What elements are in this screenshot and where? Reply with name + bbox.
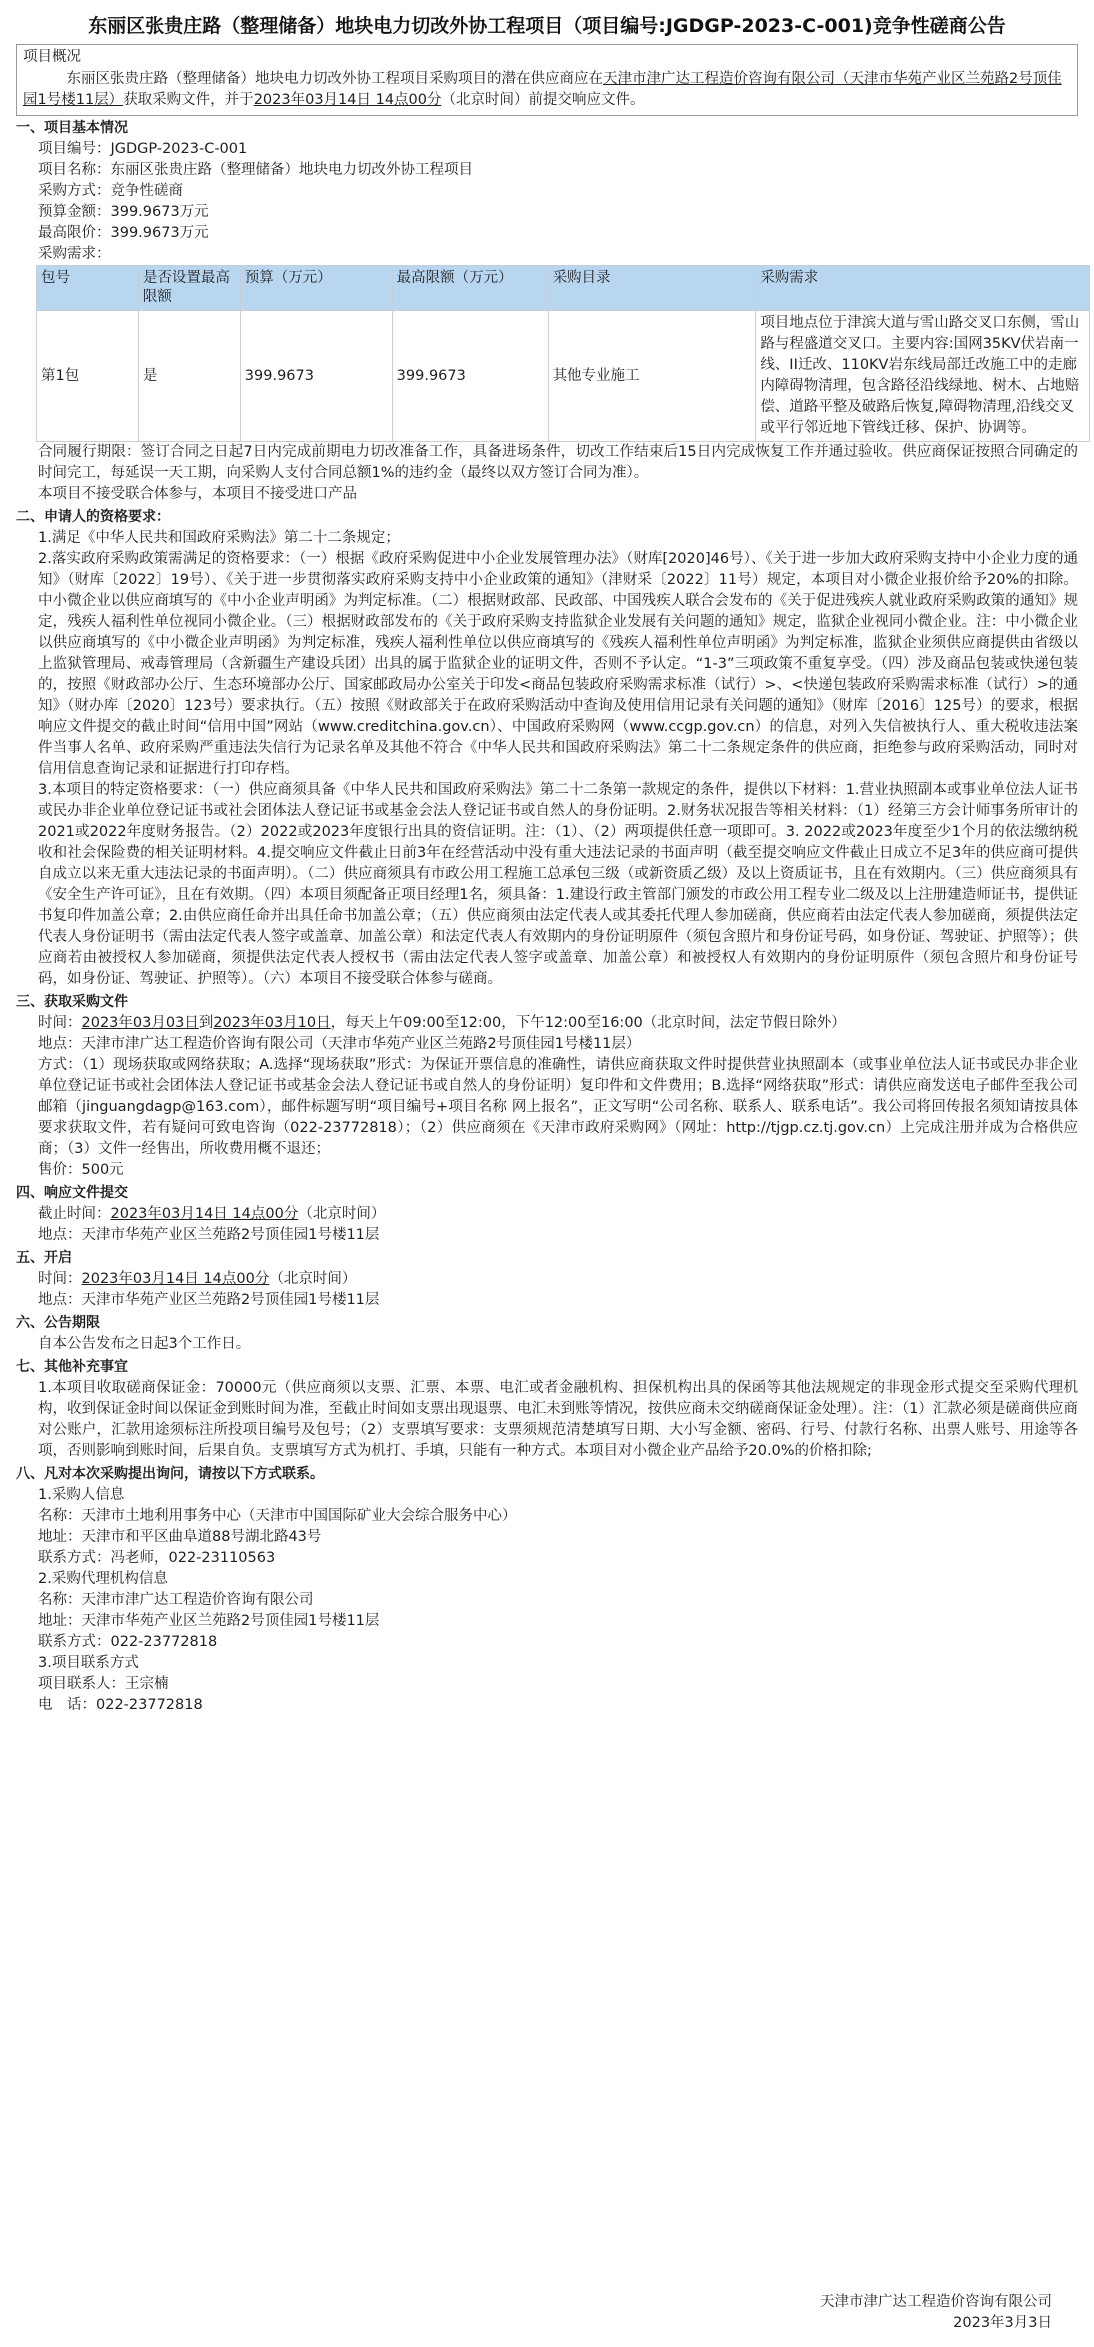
table-header: 包号 [37, 266, 139, 311]
section-qualifications [16, 507, 1078, 990]
opening-time-value: 2023年03月14日 14点00分 [81, 1271, 270, 1287]
deadline-value: 2023年03月14日 14点00分 [110, 1206, 299, 1222]
obtain-time [16, 1013, 1078, 1034]
submission-place: 地点：天津市华苑产业区兰苑路2号顶佳园1号楼11层 [38, 1227, 380, 1243]
project-contact-person: 项目联系人：王宗楠 [38, 1676, 169, 1692]
section-obtain-documents [16, 992, 1078, 1181]
table-cell: 399.9673 [240, 311, 392, 442]
table-header-row [37, 266, 1090, 311]
agent-name: 名称：天津市津广达工程造价咨询有限公司 [38, 1592, 314, 1608]
overview-deadline: 2023年03月14日 14点00分 [253, 92, 442, 108]
project-name: 项目名称：东丽区张贵庄路（整理储备）地块电力切改外协工程项目 [38, 162, 473, 178]
table-cell: 399.9673 [392, 311, 548, 442]
qualification-2: 2.落实政府采购政策需满足的资格要求：（一）根据《政府采购促进中小企业发展管理办法》（财库[2020]46号）、《关于进一步加大政府采购支持中小企业力度的通知》（财库〔2022〕19号）、《关于进一步贯彻落实政府采购支持中小企业政策的通知》（津财采〔2022〕11号）规定，本项目对小微企业报价给予20%的扣除。中小微企业以供应商填写的《中小企业声明函》为判定标准。（二）根据财政部、民政部、中国残疾人联合会发布的《关于促进残疾人就业政府采购政策的通知》规定，残疾人福利性单位视同小微企业。（三）根据财政部发布的《关于政府采购支持监狱企业发展有关问题的通知》规定，监狱企业视同小微企业。注：中小微企业以供应商填写的《中小微企业声明函》为判定标准，残疾人福利性单位以供应商填写的《残疾人福利性单位声明函》为判定标准，监狱企业须供应商提供由省级以上监狱管理局、戒毒管理局（含新疆生产建设兵团）出具的属于监狱企业的证明文件，否则不予认定。“1-3”三项政策不重复享受。（四）涉及商品包装或快递包装的，按照《财政部办公厅、生态环境部办公厅、国家邮政局办公室关于印发<商品包装政府采购需求标准（试行）>、<快递包装政府采购需求标准（试行）>的通知》（财办库〔2020〕123号）要求执行。（五）按照《财政部关于在政府采购活动中查询及使用信用记录有关问题的通知》（财库〔2016〕125号）的要求，根据响应文件提交的截止时间“信用中国”网站（www.creditchina.gov.cn）、中国政府采购网（www.ccgp.gov.cn）的信息，对列入失信被执行人、重大税收违法案件当事人名单、政府采购严重违法失信行为记录名单及其他不符合《中华人民共和国政府采购法》第二十二条规定条件的供应商，拒绝参与政府采购活动，同时对信用信息查询记录和证据进行打印存档。 [38, 551, 1079, 777]
section-heading: 六、公告期限 [16, 1315, 100, 1331]
section-heading: 五、开启 [16, 1250, 72, 1266]
label: 截止时间： [38, 1206, 111, 1222]
agent-title: 2.采购代理机构信息 [38, 1571, 168, 1587]
section-heading: 一、项目基本情况 [16, 120, 128, 136]
table-cell: 项目地点位于津滨大道与雪山路交叉口东侧，雪山路与程盛道交叉口。主要内容:国网35KV伏岩南一线、II迁改、110KV岩东线局部迁改施工中的走廊内障碍物清理，包含路径沿线绿地、树木、占地赔偿、道路平整及破路后恢复,障碍物清理,沿线交叉或平行邻近地下管线迁移、保护、协调等。 [756, 311, 1090, 442]
timezone: （北京时间） [269, 1271, 357, 1287]
buyer-title: 1.采购人信息 [38, 1487, 125, 1503]
section-opening [16, 1248, 1078, 1311]
consortium-note: 本项目不接受联合体参与，本项目不接受进口产品 [38, 486, 357, 502]
project-overview-box [16, 44, 1078, 116]
section-notice-period [16, 1313, 1078, 1355]
label: 到 [198, 1015, 214, 1031]
section-heading: 三、获取采购文件 [16, 994, 128, 1010]
obtain-end-date: 2023年03月10日 [213, 1015, 331, 1031]
table-header: 是否设置最高限额 [138, 266, 240, 311]
overview-text-part: （北京时间）前提交响应文件。 [441, 92, 645, 108]
section-other-matters [16, 1357, 1078, 1462]
overview-text [23, 69, 1071, 111]
section-heading: 二、申请人的资格要求： [16, 509, 170, 525]
budget-amount: 预算金额：399.9673万元 [38, 204, 209, 220]
table-header: 最高限额（万元） [392, 266, 548, 311]
table-row [37, 311, 1090, 442]
section-heading: 四、响应文件提交 [16, 1185, 128, 1201]
overview-text-part: 东丽区张贵庄路（整理储备）地块电力切改外协工程项目采购项目的潜在供应商应在 [66, 71, 603, 87]
project-contact-phone: 电 话：022-23772818 [38, 1697, 203, 1713]
contract-period: 合同履行期限：签订合同之日起7日内完成前期电力切改准备工作，具备进场条件，切改工作结束后15日内完成恢复工作并通过验收。供应商保证按照合同确定的时间完工，每延误一天工期，向采购人支付合同总额1%的违约金（最终以双方签订合同为准）。 [38, 444, 1078, 481]
section-submission [16, 1183, 1078, 1246]
max-price: 最高限价：399.9673万元 [38, 225, 209, 241]
table-cell: 是 [138, 311, 240, 442]
obtain-place: 地点：天津市津广达工程造价咨询有限公司（天津市华苑产业区兰苑路2号顶佳园1号楼11层） [38, 1036, 641, 1052]
requirement-label: 采购需求： [38, 246, 111, 262]
requirement-table [36, 265, 1090, 442]
qualification-3: 3.本项目的特定资格要求：（一）供应商须具备《中华人民共和国政府采购法》第二十二条第一款规定的条件，提供以下材料：1.营业执照副本或事业单位法人证书或民办非企业单位登记证书或社会团体法人登记证书或基金会法人登记证书或自然人的身份证明。2.财务状况报告等相关材料：（1）经第三方会计师事务所审计的2021或2022年度财务报告。（2）2022或2023年度银行出具的资信证明。注：（1）、（2）两项提供任意一项即可。3. 2022或2023年度至少1个月的依法缴纳税收和社会保险费的相关证明材料。4.提交响应文件截止日前3年在经营活动中没有重大违法记录的书面声明（截至提交响应文件截止日成立不足3年的供应商可提供自成立以来无重大违法记录的书面声明）。（二）供应商须具有市政公用工程施工总承包三级（或新资质乙级）及以上资质证书，且在有效期内。（三）供应商须具有《安全生产许可证》，且在有效期。（四）本项目须配备正项目经理1名，须具备：1.建设行政主管部门颁发的市政公用工程专业二级及以上注册建造师证书，提供证书复印件加盖公章；2.由供应商任命并出具任命书加盖公章；（五）供应商须由法定代表人或其委托代理人参加磋商，供应商若由法定代表人参加磋商，须提供法定代表人身份证明书（需由法定代表人签字或盖章、加盖公章）和法定代表人有效期内的身份证明原件（须包含照片和身份证号码，如身份证、驾驶证、护照等）；供应商若由被授权人参加磋商，须提供法定代表人授权书（需由法定代表人签字或盖章、加盖公章）和被授权人有效期内的身份证明原件（须包含照片和身份证号码，如身份证、驾驶证、护照等）。（六）本项目不接受联合体参与磋商。 [38, 782, 1078, 987]
buyer-contact: 联系方式：冯老师，022-23110563 [38, 1550, 276, 1566]
procurement-method: 采购方式：竞争性磋商 [38, 183, 183, 199]
signature-organization: 天津市津广达工程造价咨询有限公司 [820, 2294, 1052, 2310]
signature-block [820, 2292, 1052, 2334]
obtain-method: 方式：（1）现场获取或网络获取；A.选择“现场获取”形式：为保证开票信息的准确性，请供应商获取文件时提供营业执照副本（或事业单位法人证书或民办非企业单位登记证书或社会团体法人登记证书或基金会法人登记证书或自然人的身份证明）复印件和文件费用；B.选择“网络获取”形式：请供应商发送电子邮件至我公司邮箱（jinguangdagp@163.com），邮件标题写明“项目编号+项目名称 网上报名”，正文写明“公司名称、联系人、联系电话”。我公司将回传报名须知请按具体要求获取文件，若有疑问可致电咨询（022-23772818）；（2）供应商须在《天津市政府采购网》（网址：http://tjgp.cz.tj.gov.cn）上完成注册并成为合格供应商；（3）文件一经售出，所收费用概不退还； [38, 1057, 1078, 1157]
basic-info-list [16, 139, 1078, 265]
signature-date: 2023年3月3日 [953, 2315, 1052, 2331]
section-heading: 七、其他补充事宜 [16, 1359, 128, 1375]
timezone: （北京时间） [298, 1206, 386, 1222]
section-basic-info [16, 118, 1078, 505]
overview-supplier-address: 天津市津广达工程造价咨询有限公司（天津市华苑产业区兰苑路2号顶佳园1号楼11层） [23, 71, 1062, 108]
agent-address: 地址：天津市华苑产业区兰苑路2号顶佳园1号楼11层 [38, 1613, 380, 1629]
buyer-name: 名称：天津市土地利用事务中心（天津市中国国际矿业大会综合服务中心） [38, 1508, 517, 1524]
agent-contact: 联系方式：022-23772818 [38, 1634, 218, 1650]
deposit-requirements: 1.本项目收取磋商保证金：70000元（供应商须以支票、汇票、本票、电汇或者金融机构、担保机构出具的保函等其他法规规定的非现金形式提交至采购代理机构，收到保证金时间以保证金到账时间为准，至截止时间如支票出现退票、电汇未到账等情况，按供应商未交纳磋商保证金处理）。注：（1）汇款必须是磋商供应商对公账户，汇款用途须标注所投项目编号及包号；（2）支票填写要求：支票须规范清楚填写日期、大小写金额、密码、行号、付款行名称、出票人账号、用途等各项，否则影响到账时间，后果自负。支票填写方式为机打、手填，只能有一种方式。本项目对小微企业产品给予20.0%的价格扣除; [38, 1380, 1078, 1459]
overview-text-part: 获取采购文件，并于 [123, 92, 254, 108]
opening-place: 地点：天津市华苑产业区兰苑路2号顶佳园1号楼11层 [38, 1292, 380, 1308]
table-header: 预算（万元） [240, 266, 392, 311]
submission-deadline [16, 1204, 1078, 1225]
obtain-start-date: 2023年03月03日 [81, 1015, 199, 1031]
buyer-address: 地址：天津市和平区曲阜道88号湖北路43号 [38, 1529, 322, 1545]
label: 时间： [38, 1271, 82, 1287]
notice-period-text: 自本公告发布之日起3个工作日。 [38, 1336, 251, 1352]
table-cell: 第1包 [37, 311, 139, 442]
opening-time [16, 1269, 1078, 1290]
obtain-hours: ，每天上午09:00至12:00，下午12:00至16:00（北京时间，法定节假日除外） [330, 1015, 846, 1031]
table-header: 采购目录 [548, 266, 756, 311]
page-title: 东丽区张贵庄路（整理储备）地块电力切改外协工程项目（项目编号:JGDGP-2023-C-001)竞争性磋商公告 [88, 15, 1006, 37]
qualification-1: 1.满足《中华人民共和国政府采购法》第二十二条规定； [38, 530, 400, 546]
overview-heading: 项目概况 [23, 49, 81, 65]
document-price: 售价：500元 [38, 1162, 124, 1178]
table-header: 采购需求 [756, 266, 1090, 311]
section-heading: 八、凡对本次采购提出询问，请按以下方式联系。 [16, 1466, 324, 1482]
label: 时间： [38, 1015, 82, 1031]
table-cell: 其他专业施工 [548, 311, 756, 442]
project-contact-title: 3.项目联系方式 [38, 1655, 139, 1671]
section-contacts [16, 1464, 1078, 1716]
project-number: 项目编号：JGDGP-2023-C-001 [38, 141, 248, 157]
